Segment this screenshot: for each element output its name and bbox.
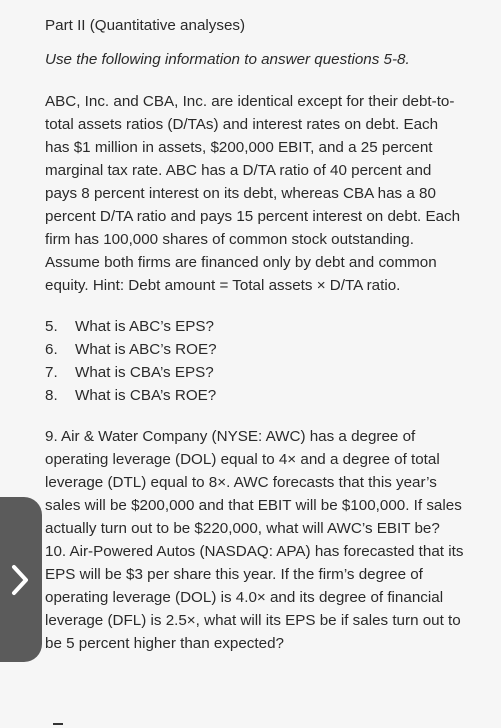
question-number: 5. [45, 318, 58, 335]
question-text: What is CBA’s EPS? [75, 364, 214, 381]
document-content [45, 14, 465, 655]
chevron-right-icon [4, 563, 34, 597]
list-item [45, 361, 465, 384]
question-number: 7. [45, 364, 58, 381]
problem-9-text: 9. Air & Water Company (NYSE: AWC) has a degree of operating leverage (DOL) equal to 4× and a degree of total leverage (DTL) equal to 8×. AWC forecasts that this year’s sales will be $200,000 and that EBIT will be $100,000. If sales actually turn out to be $220,000, what will AWC’s EBIT be? [45, 428, 462, 537]
instruction-text: Use the following information to answer questions 5-8. [45, 51, 410, 68]
question-list [45, 315, 465, 407]
side-drawer-toggle[interactable] [0, 497, 42, 662]
list-item [45, 384, 465, 407]
list-item [45, 338, 465, 361]
problem-description: ABC, Inc. and CBA, Inc. are identical except for their debt-to-total assets ratios (D/TAs) and interest rates on debt. Each has $1 million in assets, $200,000 EBIT, and a 25 percent marginal tax rate. ABC has a D/TA ratio of 40 percent and pays 8 percent interest on its debt, whereas CBA has a 80 percent D/TA ratio and pays 15 percent interest on debt. Each firm has 100,000 shares of common stock outstanding. Assume both firms are financed only by debt and common equity. Hint: Debt amount = Total assets × D/TA ratio. [45, 93, 461, 294]
problem-10-text: 10. Air-Powered Autos (NASDAQ: APA) has forecasted that its EPS will be $3 per share this year. If the firm’s degree of operating leverage (DOL) is 4.0× and its degree of financial leverage (DFL) is 2.5×, what will its EPS be if sales turn out to be 5 percent higher than expected? [45, 543, 464, 652]
question-text: What is CBA’s ROE? [75, 387, 217, 404]
list-item [45, 315, 465, 338]
question-text: What is ABC’s ROE? [75, 341, 217, 358]
question-number: 8. [45, 387, 58, 404]
question-text: What is ABC’s EPS? [75, 318, 214, 335]
next-item-cutoff [53, 723, 63, 728]
section-heading: Part II (Quantitative analyses) [45, 17, 246, 34]
question-number: 6. [45, 341, 58, 358]
